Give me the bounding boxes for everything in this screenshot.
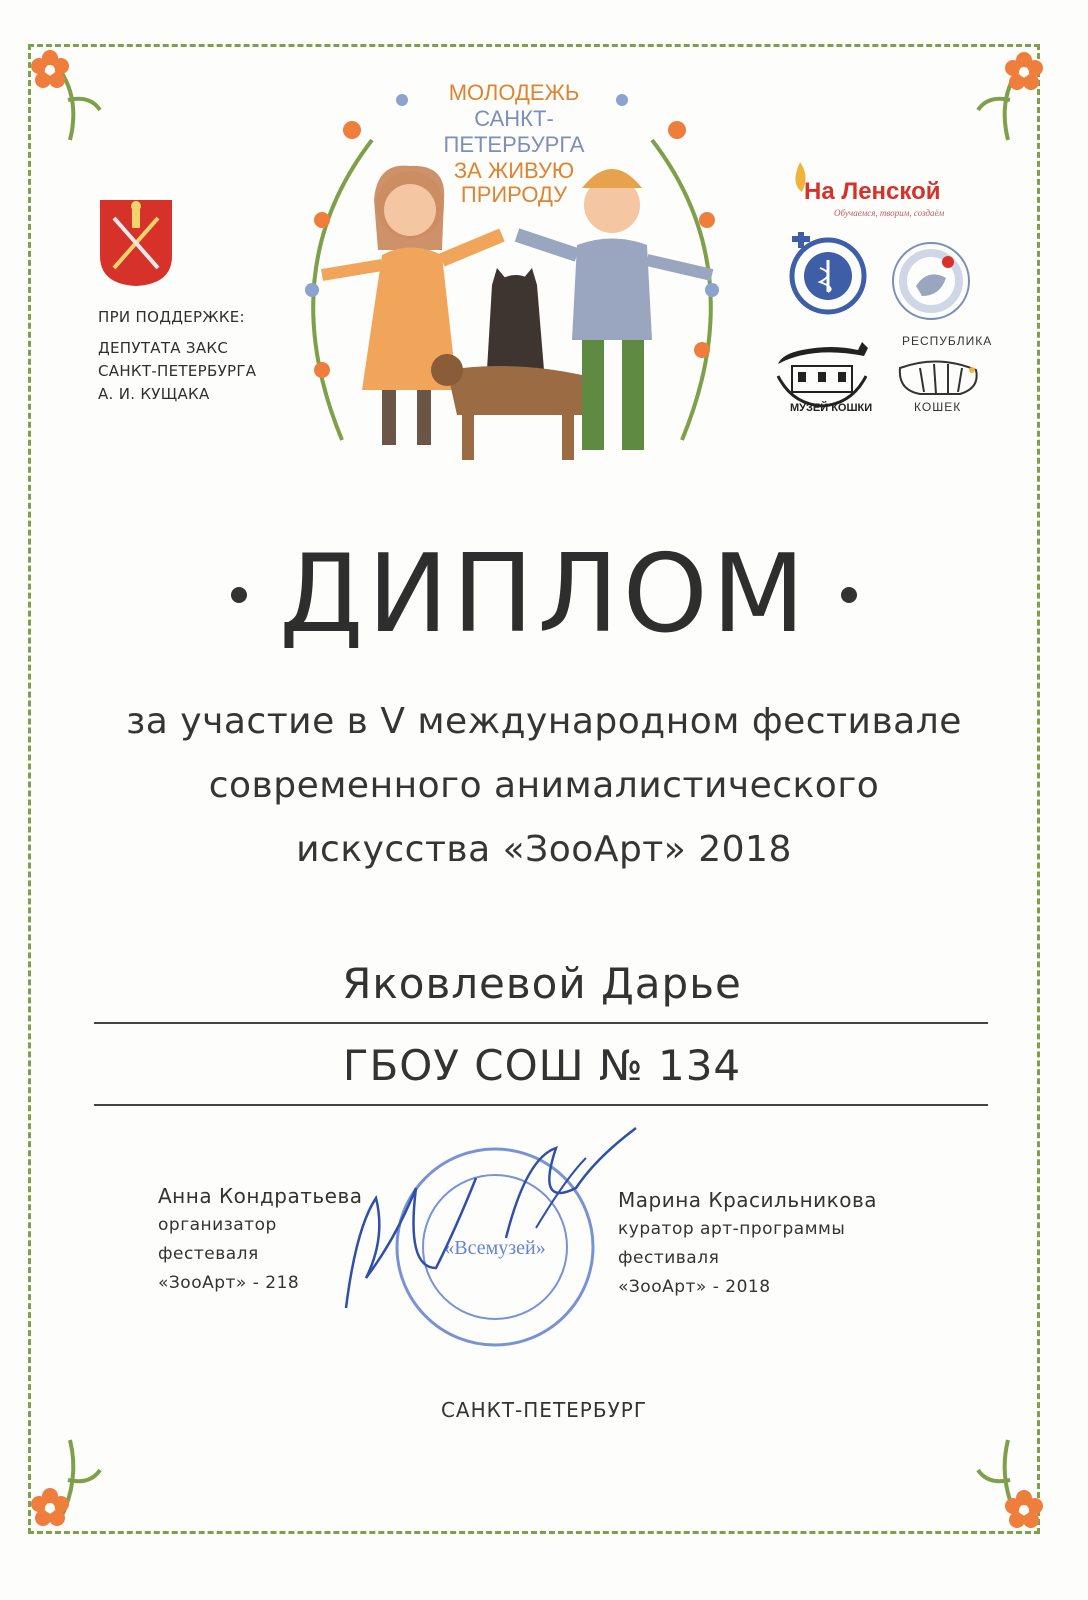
partner-logo-cat-museum [772, 336, 872, 426]
corner-flower-icon-top-left [20, 40, 130, 150]
art-heading-line: ПЕТЕРБУРГА [443, 132, 585, 157]
diploma-title [0, 520, 1088, 670]
signatory-left-role: организатор [158, 1215, 277, 1235]
art-heading-line: ПРИРОДУ [460, 182, 568, 207]
partner-logo-republic-of-cats [890, 334, 993, 424]
support-line: САНКТ-ПЕТЕРБУРГА [98, 362, 257, 380]
animal-society-logo-icon [888, 238, 974, 324]
title-dot-left [231, 587, 247, 603]
diploma-title-text: ДИПЛОМ [279, 532, 809, 657]
corner-flower-icon-bottom-right [948, 1430, 1058, 1540]
stamp-center-text: «Всемузей» [444, 1237, 546, 1259]
school-underline [94, 1104, 988, 1106]
na-lenskoy-tagline: Обучаемся, творим, создаём [834, 208, 945, 218]
recipient-underline [94, 1022, 988, 1024]
coat-of-arms-icon [98, 198, 174, 288]
handwritten-signatures [336, 1118, 656, 1318]
signatory-right-name: Марина Красильникова [618, 1188, 878, 1212]
corner-flower-icon-bottom-left [20, 1430, 130, 1540]
cat-museum-icon [772, 336, 872, 408]
art-heading-line: МОЛОДЕЖЬ [448, 80, 580, 105]
diploma-subtitle [0, 690, 1088, 882]
veterinary-logo-icon [786, 232, 870, 316]
art-heading-line: САНКТ- [474, 106, 554, 131]
signatory-right-role: «ЗооАрт» - 2018 [618, 1277, 771, 1297]
subtitle-line: за участие в V международном фестивале [126, 701, 962, 742]
support-line: ДЕПУТАТА ЗАКС [98, 339, 229, 357]
art-heading-line: ЗА ЖИВУЮ [453, 158, 575, 183]
subtitle-line: современного анималистического [208, 765, 880, 806]
signatory-left-name: Анна Кондратьева [158, 1184, 363, 1208]
subtitle-line: искусства «ЗооАрт» 2018 [296, 829, 792, 870]
striped-cat-icon [890, 348, 986, 408]
republic-cats-label-top: РЕСПУБЛИКА [902, 334, 993, 348]
support-line: А. И. КУЩАКА [98, 385, 210, 403]
signatory-right-role: фестиваля [618, 1248, 720, 1268]
support-label: ПРИ ПОДДЕРЖКЕ: [98, 308, 245, 326]
signatory-left [158, 1182, 363, 1298]
corner-flower-icon-top-right [948, 40, 1058, 150]
city-label: САНКТ-ПЕТЕРБУРГ [440, 1398, 648, 1422]
signatory-left-role: «ЗооАрт» - 218 [158, 1273, 300, 1293]
support-text [98, 306, 256, 406]
signatory-right [618, 1186, 877, 1302]
signatory-left-role: фестеваля [158, 1244, 259, 1264]
recipient-name: Яковлевой Дарье [342, 959, 742, 1008]
school-name: ГБОУ СОШ № 134 [342, 1041, 742, 1090]
festival-illustration [282, 70, 742, 500]
republic-cats-label-bottom: КОШЕК [914, 400, 962, 414]
signatory-right-role: куратор арт-программы [618, 1219, 846, 1239]
title-dot-right [841, 587, 857, 603]
na-lenskoy-title: На Ленской [804, 178, 941, 205]
cat-museum-label: МУЗЕЙ КОШКИ [790, 402, 873, 414]
